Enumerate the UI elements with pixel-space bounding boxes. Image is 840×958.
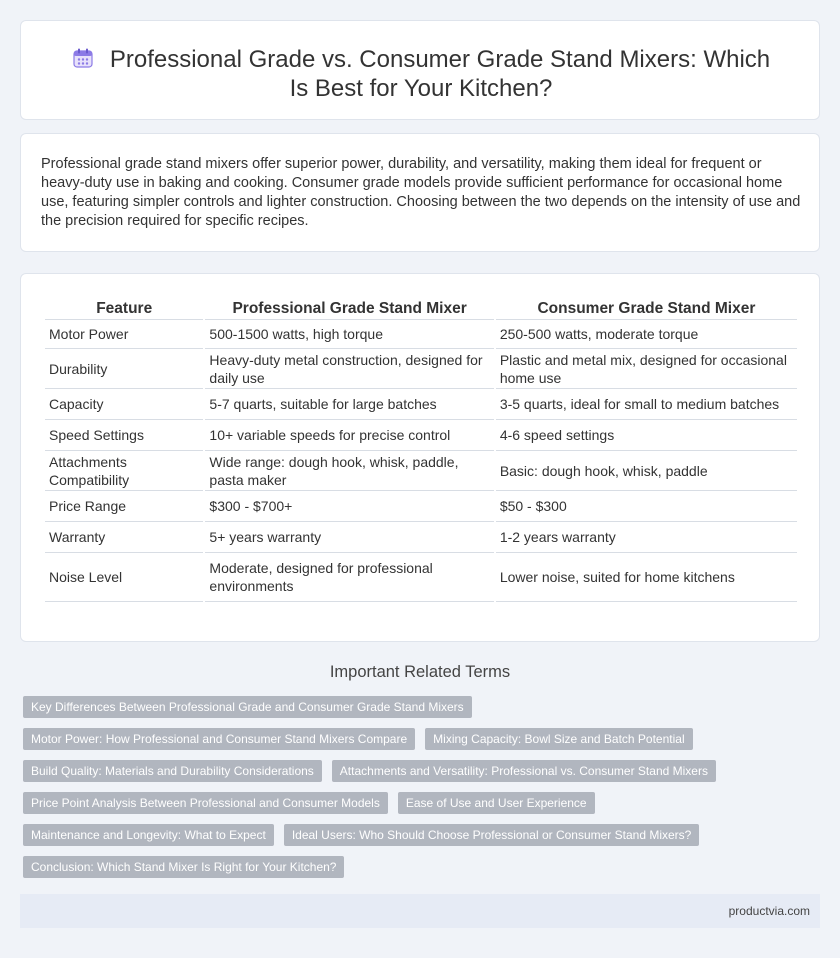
footer-site-link[interactable]: productvia.com xyxy=(728,904,810,918)
professional-cell: 5+ years warranty xyxy=(205,522,493,553)
related-term-tag[interactable]: Attachments and Versatility: Professional vs. Consumer Stand Mixers xyxy=(332,760,716,782)
comparison-table-card xyxy=(20,273,820,642)
professional-cell: 500-1500 watts, high torque xyxy=(205,320,493,349)
feature-cell: Speed Settings xyxy=(45,420,203,451)
related-term-tag[interactable]: Mixing Capacity: Bowl Size and Batch Potential xyxy=(425,728,692,750)
related-term-tag[interactable]: Ease of Use and User Experience xyxy=(398,792,595,814)
header-professional: Professional Grade Stand Mixer xyxy=(205,296,493,320)
intro-text: Professional grade stand mixers offer superior power, durability, and versatility, making them ideal for frequent or heavy-duty use in baking and cooking. Consumer grade models provide sufficient performance for occasional home use, featuring simpler controls and lighter construction. Choosing between the two depends on the intensity of use and the precision required for specific recipes. xyxy=(41,156,801,229)
page-title-wrap xyxy=(61,45,781,103)
table-row xyxy=(45,451,797,491)
feature-cell: Noise Level xyxy=(45,553,203,602)
header-feature: Feature xyxy=(45,296,203,320)
feature-cell: Durability xyxy=(45,349,203,389)
feature-cell: Attachments Compatibility xyxy=(45,451,203,491)
table-row xyxy=(45,420,797,451)
table-row xyxy=(45,491,797,522)
professional-cell: Wide range: dough hook, whisk, paddle, pasta maker xyxy=(205,451,493,491)
table-row xyxy=(45,320,797,349)
feature-cell: Warranty xyxy=(45,522,203,553)
professional-cell: Heavy-duty metal construction, designed for daily use xyxy=(205,349,493,389)
related-term-tag[interactable]: Ideal Users: Who Should Choose Professional or Consumer Stand Mixers? xyxy=(284,824,700,846)
consumer-cell: 3-5 quarts, ideal for small to medium batches xyxy=(496,389,797,420)
consumer-cell: 1-2 years warranty xyxy=(496,522,797,553)
consumer-cell: 250-500 watts, moderate torque xyxy=(496,320,797,349)
related-term-tag[interactable]: Build Quality: Materials and Durability Considerations xyxy=(23,760,322,782)
table-row xyxy=(45,553,797,602)
professional-cell: 10+ variable speeds for precise control xyxy=(205,420,493,451)
table-row xyxy=(45,349,797,389)
related-term-tag[interactable]: Motor Power: How Professional and Consumer Stand Mixers Compare xyxy=(23,728,415,750)
related-terms-list xyxy=(23,696,723,888)
feature-cell: Price Range xyxy=(45,491,203,522)
professional-cell: $300 - $700+ xyxy=(205,491,493,522)
consumer-cell: Plastic and metal mix, designed for occasional home use xyxy=(496,349,797,389)
feature-cell: Capacity xyxy=(45,389,203,420)
related-term-tag[interactable]: Key Differences Between Professional Grade and Consumer Grade Stand Mixers xyxy=(23,696,472,718)
related-term-tag[interactable]: Price Point Analysis Between Professional and Consumer Models xyxy=(23,792,388,814)
calendar-icon xyxy=(72,47,94,69)
related-term-tag[interactable]: Maintenance and Longevity: What to Expect xyxy=(23,824,274,846)
consumer-cell: Lower noise, suited for home kitchens xyxy=(496,553,797,602)
related-terms-title: Important Related Terms xyxy=(329,663,511,681)
intro-card xyxy=(20,133,820,252)
consumer-cell: 4-6 speed settings xyxy=(496,420,797,451)
page-title: Professional Grade vs. Consumer Grade Stand Mixers: Which Is Best for Your Kitchen? xyxy=(109,46,771,102)
comparison-table xyxy=(43,296,799,602)
professional-cell: 5-7 quarts, suitable for large batches xyxy=(205,389,493,420)
footer xyxy=(20,894,820,928)
related-term-tag[interactable]: Conclusion: Which Stand Mixer Is Right for Your Kitchen? xyxy=(23,856,344,878)
header-consumer: Consumer Grade Stand Mixer xyxy=(496,296,797,320)
title-card xyxy=(20,20,820,120)
professional-cell: Moderate, designed for professional environments xyxy=(205,553,493,602)
feature-cell: Motor Power xyxy=(45,320,203,349)
consumer-cell: $50 - $300 xyxy=(496,491,797,522)
table-row xyxy=(45,522,797,553)
table-row xyxy=(45,389,797,420)
consumer-cell: Basic: dough hook, whisk, paddle xyxy=(496,451,797,491)
table-header-row xyxy=(45,296,797,320)
